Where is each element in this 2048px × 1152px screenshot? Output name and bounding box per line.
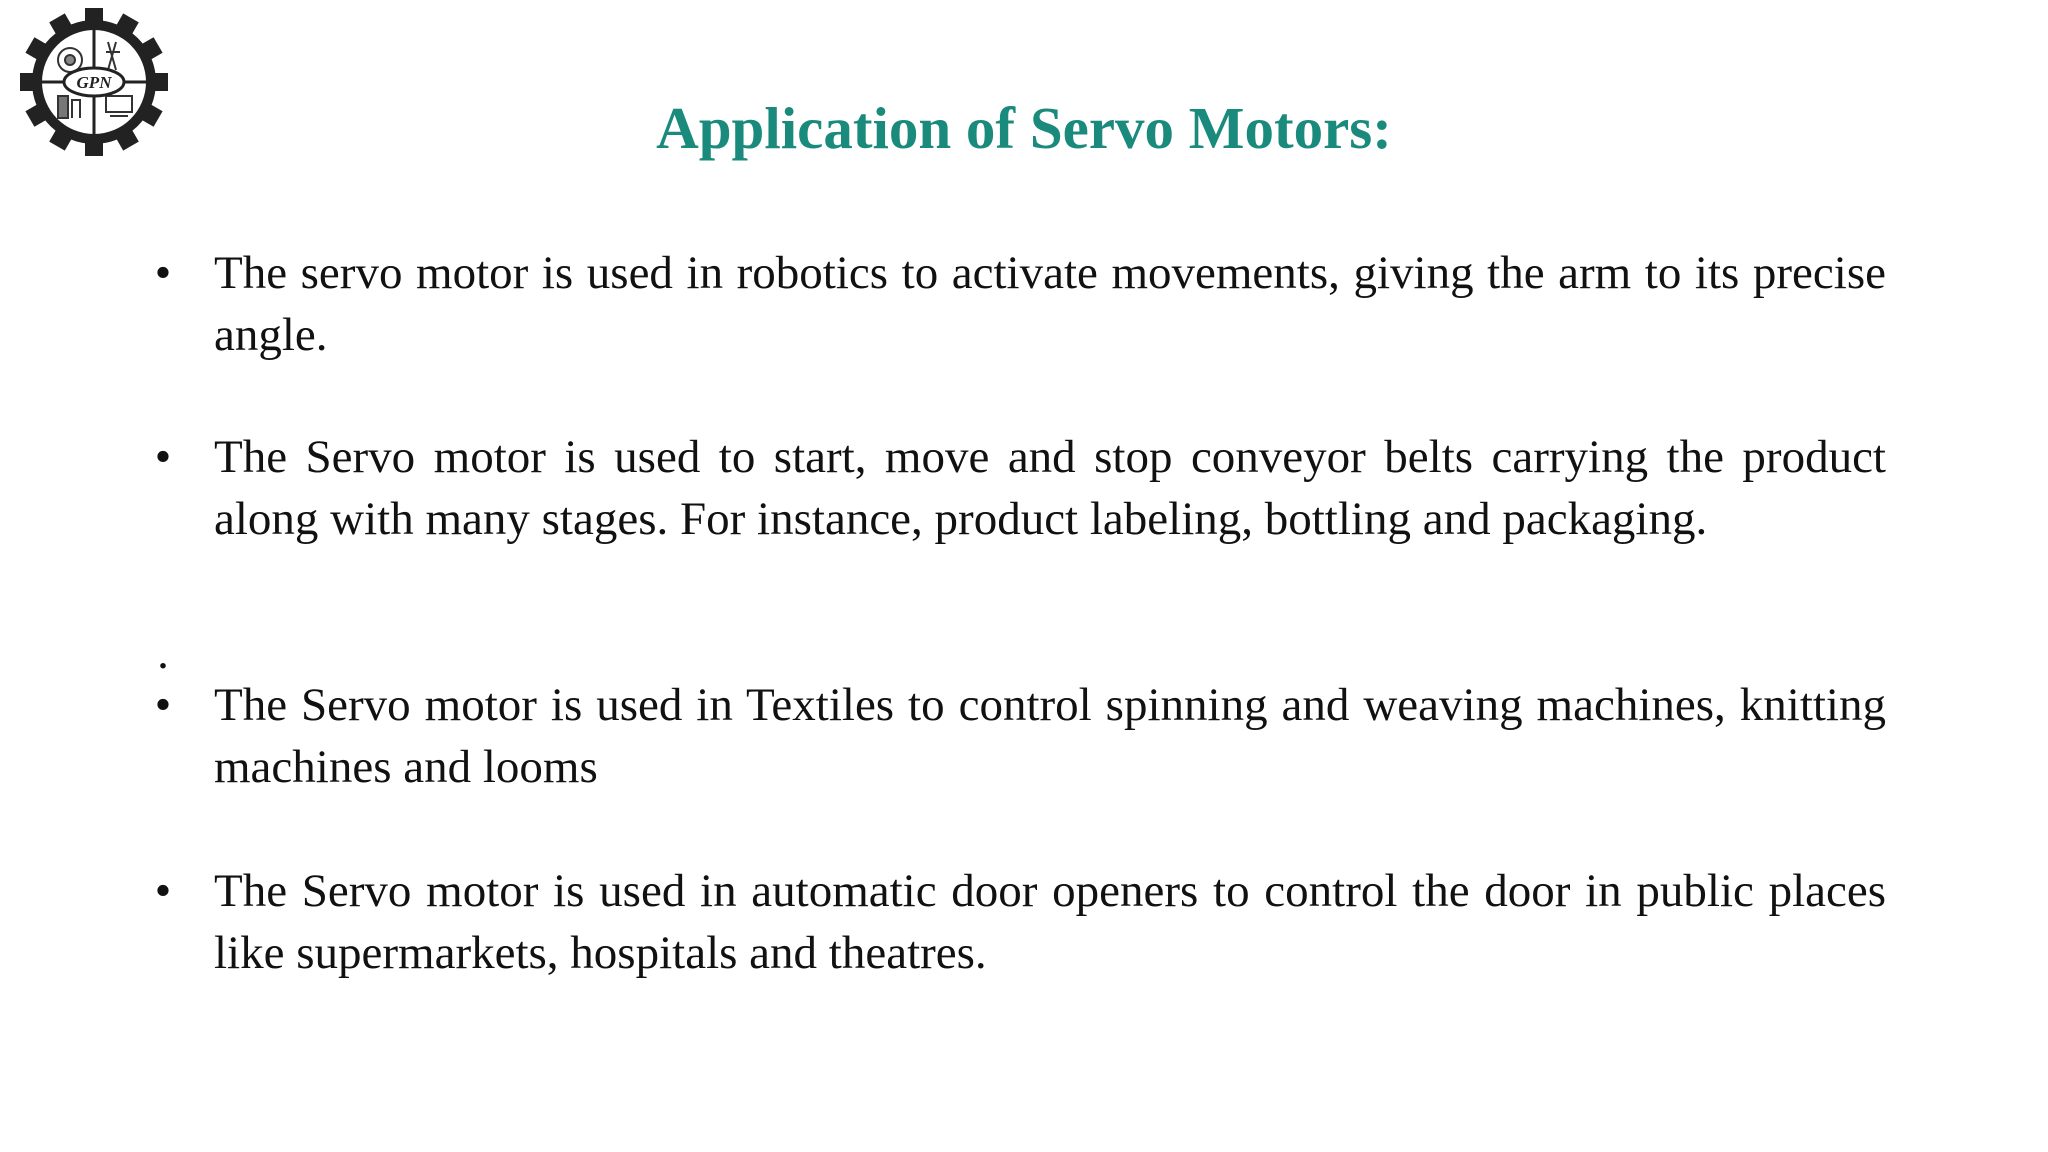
bullet-marker: • <box>154 865 172 917</box>
bullet-marker: • <box>154 679 172 731</box>
bullet-item <box>148 242 1886 366</box>
bullet-text: The Servo motor is used in Textiles to control spinning and weaving machines, knitting machines and looms <box>214 679 1886 793</box>
bullet-item <box>148 426 1886 550</box>
bullet-item <box>148 674 1886 798</box>
bullet-text: The Servo motor is used in automatic door openers to control the door in public places like supermarkets, hospitals and theatres. <box>214 865 1886 979</box>
stray-period: . <box>157 627 169 679</box>
bullet-text: The Servo motor is used to start, move and stop conveyor belts carrying the product along with many stages. For instance, product labeling, bottling and packaging. <box>214 431 1886 545</box>
gpn-logo-text: GPN <box>76 73 112 92</box>
bullet-text: The servo motor is used in robotics to activate movements, giving the arm to its precise angle. <box>214 247 1886 361</box>
bullet-marker: • <box>154 247 172 299</box>
slide-title: Application of Servo Motors: <box>656 95 1392 161</box>
bullet-item <box>148 860 1886 984</box>
bullet-marker: • <box>154 431 172 483</box>
